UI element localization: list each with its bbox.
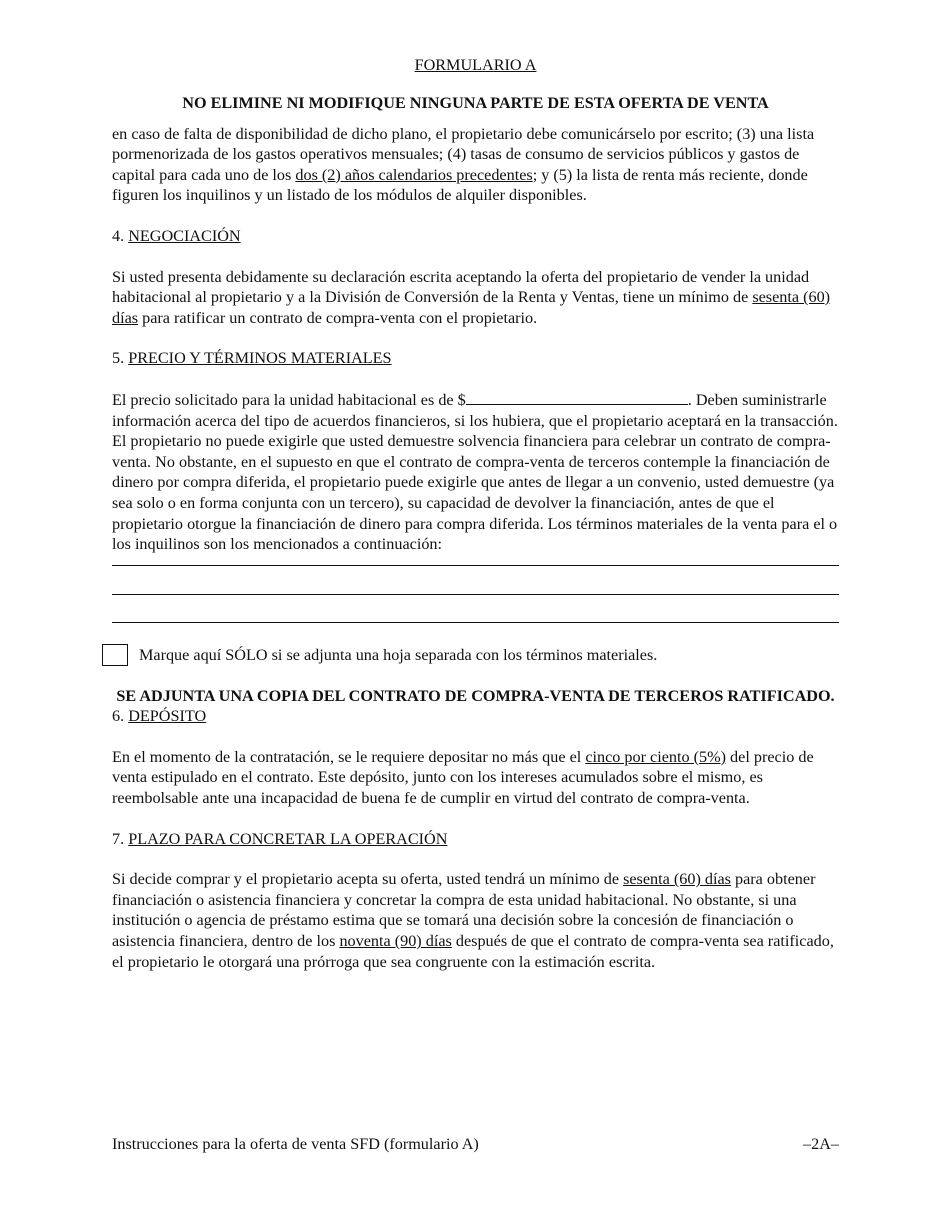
section-5-heading: 5. PRECIO Y TÉRMINOS MATERIALES bbox=[112, 349, 392, 368]
section-7-paragraph: Si decide comprar y el propietario acepta su oferta, usted tendrá un mínimo de sesenta (60) días para obtener financiación o asistencia financiera y concretar la compra de esta unidad habitacional. No obstante, si una institución o agencia de préstamo estima que se tomará una decisión sobre la concesión de financiación o asistencia financiera, dentro de los noventa (90) días después de que el contrato de compra-venta sea ratificado, el propietario le otorgará una prórroga que sea congruente con la estimación escrita. bbox=[112, 870, 834, 971]
material-terms-lines bbox=[112, 565, 839, 623]
section-4-heading: 4. NEGOCIACIÓN bbox=[112, 226, 241, 245]
section-6-title: DEPÓSITO bbox=[128, 707, 207, 726]
section-4-title: NEGOCIACIÓN bbox=[128, 226, 241, 245]
section-7-heading: 7. PLAZO PARA CONCRETAR LA OPERACIÓN bbox=[112, 829, 448, 848]
separate-sheet-checkbox-label: Marque aquí SÓLO si se adjunta una hoja separada con los términos materiales. bbox=[139, 645, 658, 664]
separate-sheet-checkbox[interactable] bbox=[102, 644, 128, 666]
material-terms-line[interactable] bbox=[112, 594, 839, 595]
material-terms-line[interactable] bbox=[112, 622, 839, 623]
separate-sheet-checkbox-row bbox=[112, 645, 839, 667]
attached-contract-notice: SE ADJUNTA UNA COPIA DEL CONTRATO DE COMPRA-VENTA DE TERCEROS RATIFICADO. bbox=[116, 686, 835, 705]
intro-paragraph: en caso de falta de disponibilidad de dicho plano, el propietario debe comunicárselo por escrito; (3) una lista pormenorizada de los gastos operativos mensuales; (4) tasas de consumo de servicios públicos y gastos de capital para cada uno de los dos (2) años calendarios precedentes; y (5) la lista de renta más reciente, donde figuren los inquilinos y un listado de los módulos de alquiler disponibles. bbox=[112, 124, 815, 205]
footer-instructions: Instrucciones para la oferta de venta SFD (formulario A) bbox=[112, 1135, 479, 1153]
page-number: –2A– bbox=[803, 1135, 839, 1153]
document-page bbox=[112, 55, 839, 972]
warning-heading: NO ELIMINE NI MODIFIQUE NINGUNA PARTE DE ESTA OFERTA DE VENTA bbox=[182, 94, 769, 112]
page-footer bbox=[112, 1134, 839, 1155]
section-6-heading: 6. DEPÓSITO bbox=[112, 707, 207, 726]
material-terms-line[interactable] bbox=[112, 565, 839, 566]
section-6-paragraph: En el momento de la contratación, se le requiere depositar no más que el cinco por ciento (5%) del precio de venta estipulado en el contrato. Este depósito, junto con los intereses acumulados sobre el mismo, es reembolsable ante una incapacidad de buena fe de cumplir en virtud del contrato de compra-venta. bbox=[112, 747, 814, 808]
form-title: FORMULARIO A bbox=[414, 56, 537, 74]
section-7-title: PLAZO PARA CONCRETAR LA OPERACIÓN bbox=[128, 829, 448, 848]
section-5-paragraph: El precio solicitado para la unidad habitacional es de $ . Deben suministrarle información acerca del tipo de acuerdos financieros, si los hubiera, que el propietario aceptará en la transacción. El propietario no puede exigirle que usted demuestre solvencia financiera para celebrar un contrato de compra-venta. No obstante, en el supuesto en que el contrato de compra-venta de terceros contemple la financiación de dinero por compra diferida, el propietario puede exigirle que antes de llegar a un convenio, usted demuestre (ya sea solo o en forma conjunta con un tercero), su capacidad de devolver la financiación, antes de que el propietario otorgue la financiación de dinero para compra diferida. Los términos materiales de la venta para el o los inquilinos son los mencionados a continuación: bbox=[112, 390, 838, 554]
section-4-paragraph: Si usted presenta debidamente su declaración escrita aceptando la oferta del propietario de vender la unidad habitacional al propietario y a la División de Conversión de la Renta y Ventas, tiene un mínimo de sesenta (60) días para ratificar un contrato de compra-venta con el propietario. bbox=[112, 267, 831, 327]
section-5-title: PRECIO Y TÉRMINOS MATERIALES bbox=[128, 349, 392, 368]
price-blank-field[interactable] bbox=[466, 389, 688, 405]
